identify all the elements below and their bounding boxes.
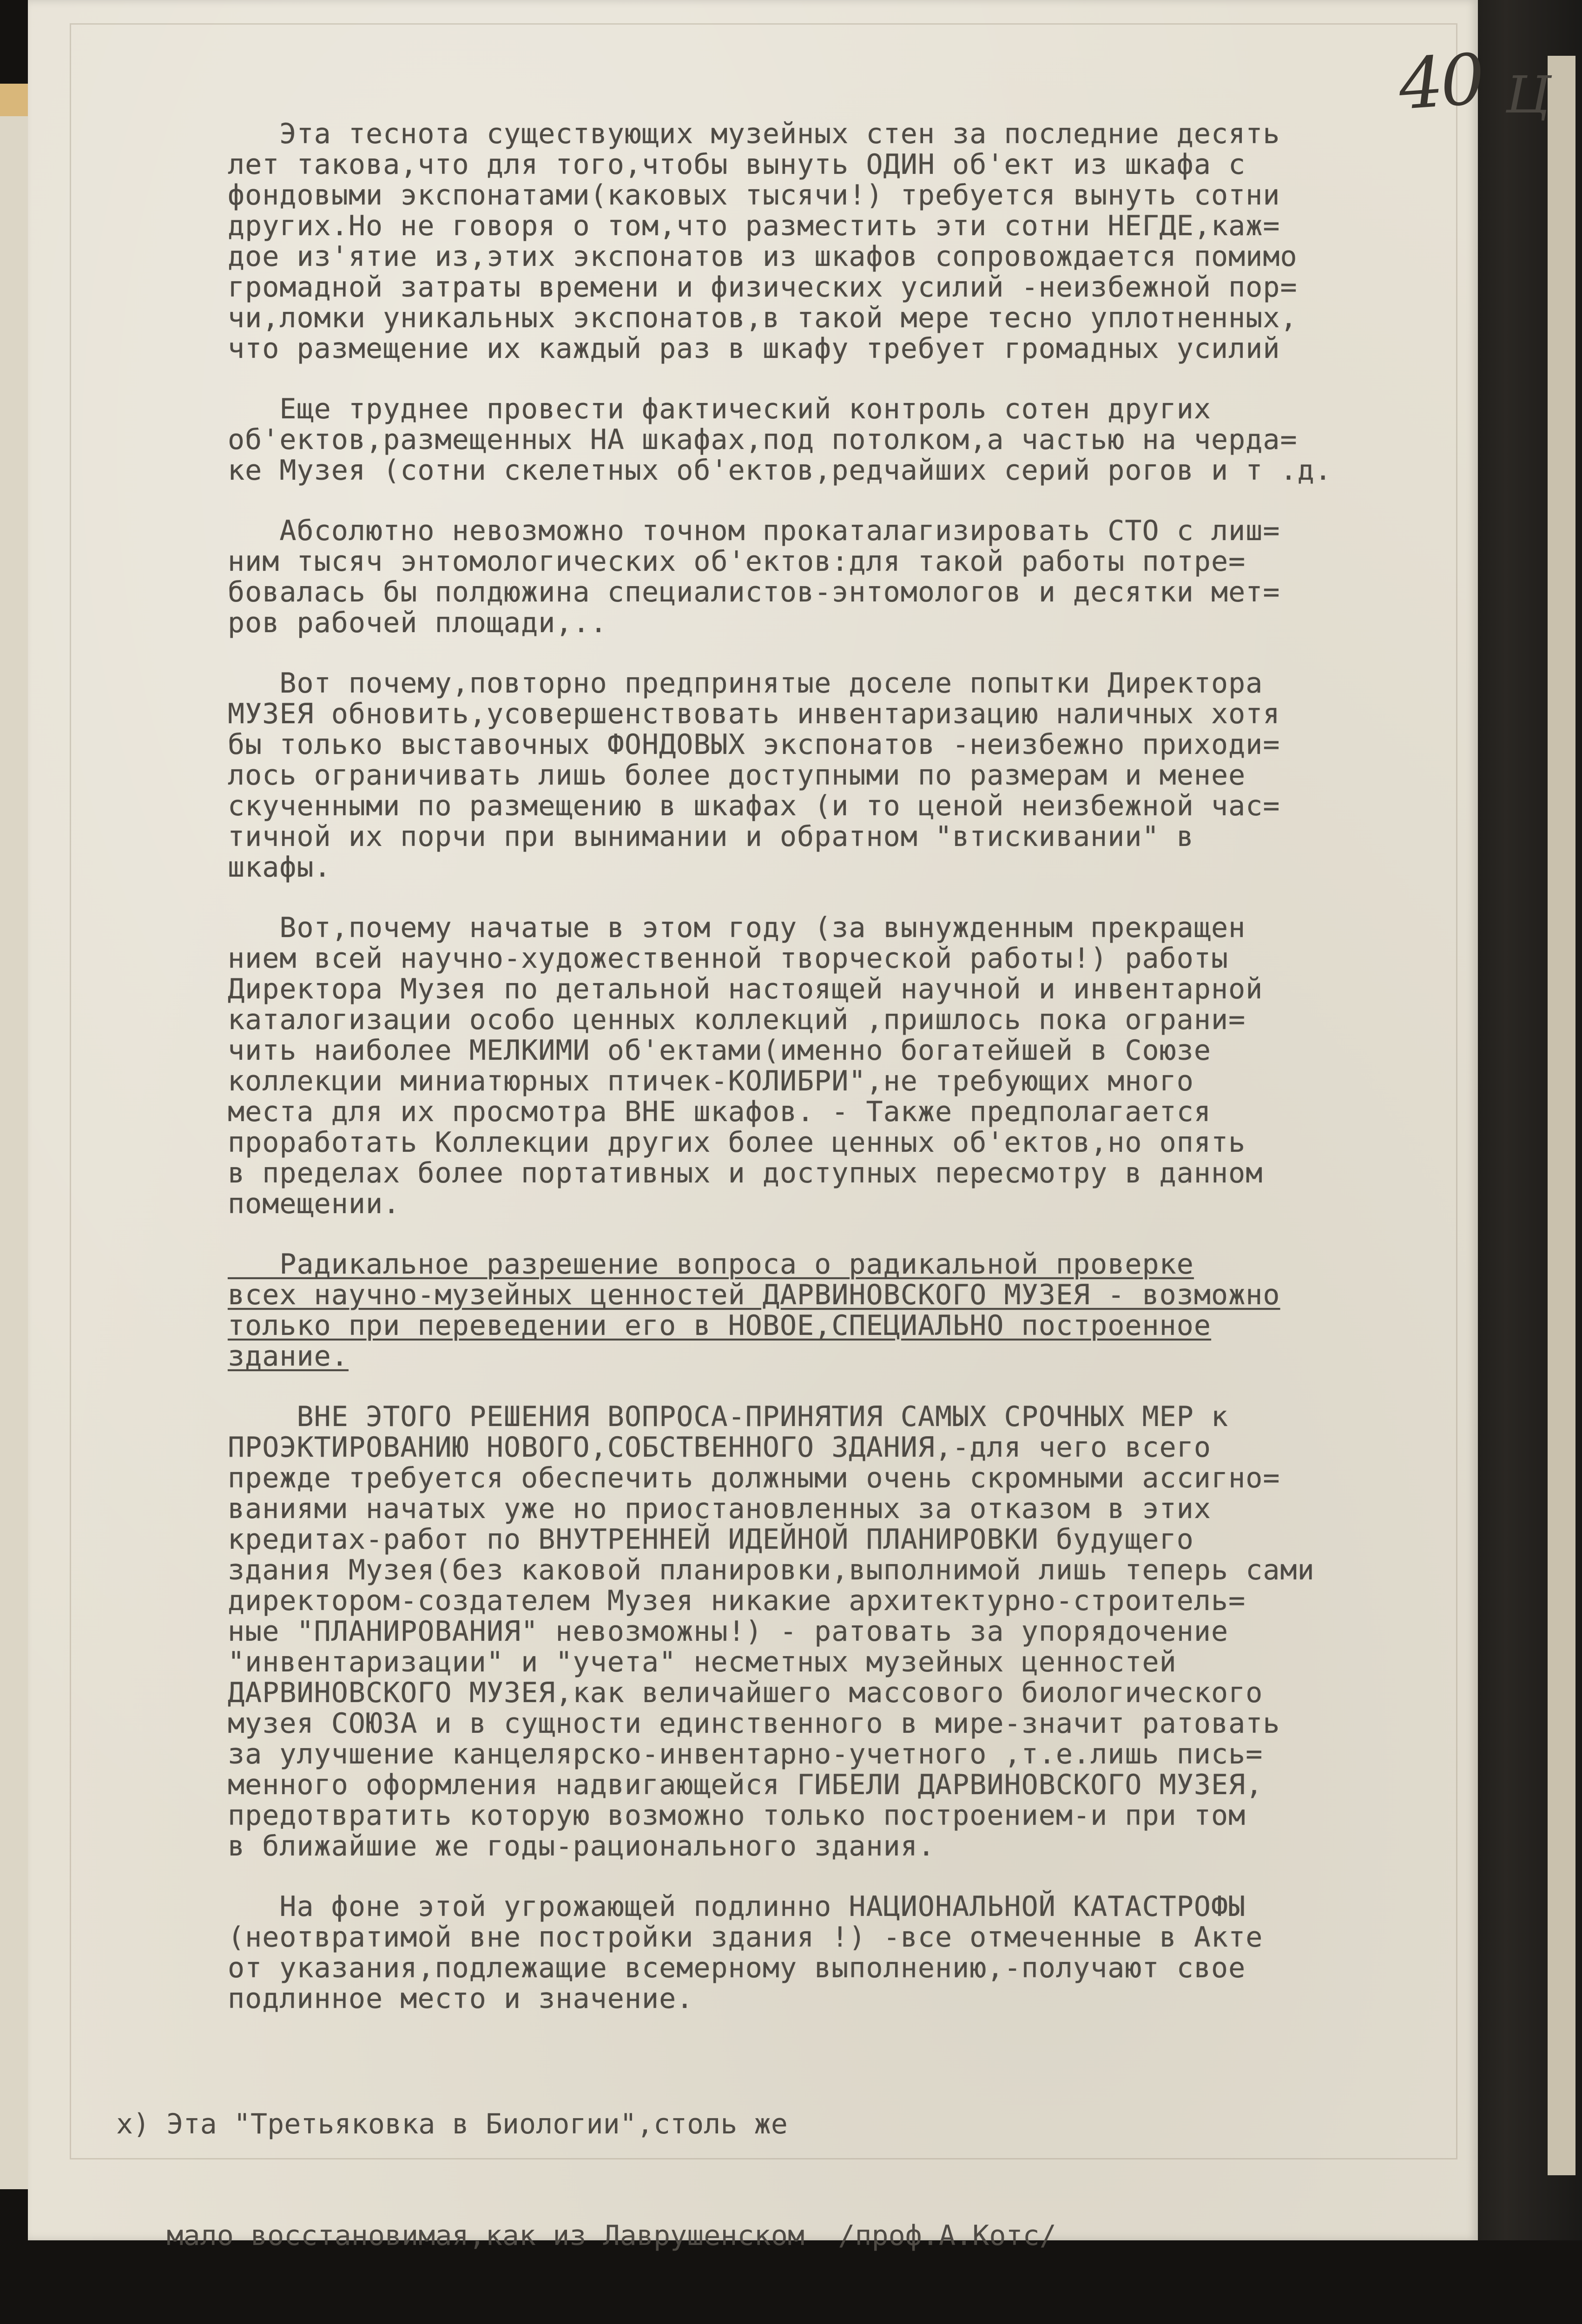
text-line: ним тысяч энтомологических об'ектов:для такой работы потре= [228, 545, 1246, 578]
text-line: каталогизации особо ценных коллекций ,пришлось пока ограни= [228, 1004, 1246, 1036]
text-line: Абсолютно невозможно точном прокаталагизировать СТО с лиш= [228, 515, 1280, 547]
text-line: Директора Музея по детальной настоящей научной и инвентарной [228, 973, 1263, 1005]
paragraph [228, 668, 1566, 883]
text-line: музея СОЮЗА и в сущности единственного в мире-значит ратовать [228, 1707, 1280, 1740]
text-line: в пределах более портативных и доступных пересмотру в данном [228, 1157, 1263, 1189]
text-line: кредитах-работ по ВНУТРЕННЕЙ ИДЕЙНОЙ ПЛАНИРОВКИ будущего [228, 1523, 1194, 1556]
paragraph [228, 515, 1566, 638]
text-line: шкафы. [228, 851, 331, 884]
text-line: за улучшение канцелярско-инвентарно-учетного ,т.е.лишь пись= [228, 1738, 1263, 1770]
text-line: чить наиболее МЕЛКИМИ об'ектами(именно богатейшей в Союзе [228, 1034, 1212, 1067]
text-line: ваниями начатых уже но приостановленных за отказом в этих [228, 1492, 1212, 1525]
text-line: ВНЕ ЭТОГО РЕШЕНИЯ ВОПРОСА-ПРИНЯТИЯ САМЫХ СРОЧНЫХ МЕР к [228, 1400, 1229, 1433]
text-line: Вот почему,повторно предпринятые доселе попытки Директора [228, 667, 1263, 700]
text-line: директором-создателем Музея никакие архитектурно-строитель= [228, 1585, 1246, 1617]
text-line: Еще труднее провести фактический контроль сотен других [228, 393, 1212, 425]
text-line: только при переведении его в НОВОЕ,СПЕЦИАЛЬНО построенное [228, 1309, 1212, 1342]
text-line: Эта теснота существующих музейных стен за последние десять [228, 118, 1280, 150]
text-line: громадной затраты времени и физических усилий -неизбежной пор= [228, 271, 1298, 304]
footnote-line: х) Эта "Третьяковка в Биологии",столь же [116, 2108, 788, 2140]
paragraph [228, 912, 1566, 1219]
text-line: бовалась бы полдюжина специалистов-энтомологов и десятки мет= [228, 576, 1280, 608]
text-line: нием всей научно-художественной творческой работы!) работы [228, 942, 1229, 975]
text-line: помещении. [228, 1188, 401, 1220]
text-line: проработать Коллекции других более ценных об'ектов,но опять [228, 1126, 1246, 1159]
paragraph [228, 1249, 1566, 1372]
text-line: ке Музея (сотни скелетных об'ектов,редчайших серий рогов и т .д. [228, 454, 1332, 487]
text-line: "инвентаризации" и "учета" несметных музейных ценностей [228, 1646, 1177, 1678]
paragraph [228, 394, 1566, 486]
text-line: скученными по размещению в шкафах (и то ценой неизбежной час= [228, 790, 1280, 822]
text-line: тичной их порчи при вынимании и обратном "втискивании" в [228, 820, 1194, 853]
text-line: ные "ПЛАНИРОВАНИЯ" невозможны!) - ратовать за упорядочение [228, 1615, 1229, 1648]
footnote [116, 2031, 1371, 2324]
paragraph [228, 1401, 1566, 1862]
text-line: МУЗЕЯ обновить,усовершенствовать инвентаризацию наличных хотя [228, 698, 1280, 730]
footnote-line-signature: мало восстановимая,как из Лаврушенском /проф.А.Котс/ [116, 2219, 1056, 2252]
text-line: других.Но не говоря о том,что разместить эти сотни НЕГДЕ,каж= [228, 210, 1280, 242]
text-line: всех научно-музейных ценностей ДАРВИНОВСКОГО МУЗЕЯ - возможно [228, 1279, 1280, 1311]
text-line: (неотвратимой вне постройки здания !) -все отмеченные в Акте [228, 1921, 1263, 1954]
paragraph [228, 1891, 1566, 2014]
text-line: здания Музея(без каковой планировки,выполнимой лишь теперь сами [228, 1554, 1315, 1586]
corner-mark: Ц [1506, 65, 1550, 125]
text-line: коллекции миниатюрных птичек-КОЛИБРИ",не требующих много [228, 1065, 1194, 1097]
text-line: подлинное место и значение. [228, 1982, 694, 2015]
text-line: бы только выставочных ФОНДОВЫХ экспонатов -неизбежно приходи= [228, 728, 1280, 761]
text-line: от указания,подлежащие всемерному выполнению,-получают свое [228, 1952, 1246, 1984]
text-line: На фоне этой угрожающей подлинно НАЦИОНАЛЬНОЙ КАТАСТРОФЫ [228, 1890, 1246, 1923]
text-line: прежде требуется обеспечить должными очень скромными ассигно= [228, 1462, 1280, 1494]
text-line: менного оформления надвигающейся ГИБЕЛИ ДАРВИНОВСКОГО МУЗЕЯ, [228, 1769, 1263, 1801]
text-line: дое из'ятие из,этих экспонатов из шкафов сопровождается помимо [228, 240, 1298, 273]
text-line: об'ектов,размещенных НА шкафах,под потолком,а частью на черда= [228, 423, 1298, 456]
text-line: чи,ломки уникальных экспонатов,в такой мере тесно уплотненных, [228, 302, 1298, 334]
handwritten-page-number: 40 [1396, 39, 1485, 126]
text-line: ДАРВИНОВСКОГО МУЗЕЯ,как величайшего массового биологического [228, 1677, 1263, 1709]
text-line: предотвратить которую возможно только построением-и при том [228, 1799, 1246, 1832]
text-line: ров рабочей площади,.. [228, 607, 607, 639]
paragraph [228, 119, 1566, 364]
text-line: фондовыми экспонатами(каковых тысячи!) требуется вынуть сотни [228, 179, 1280, 211]
text-line: ПРОЭКТИРОВАНИЮ НОВОГО,СОБСТВЕННОГО ЗДАНИЯ,-для чего всего [228, 1431, 1212, 1464]
text-line: Вот,почему начатые в этом году (за вынужденным прекращен [228, 911, 1246, 944]
text-line: здание. [228, 1340, 349, 1373]
text-line: лет такова,что для того,чтобы вынуть ОДИН об'ект из шкафа с [228, 148, 1246, 181]
underlying-sheet-left-edge [0, 107, 28, 2189]
text-line: Радикальное разрешение вопроса о радикальной проверке [228, 1248, 1194, 1281]
text-line: места для их просмотра ВНЕ шкафов. - Также предполагается [228, 1096, 1212, 1128]
text-line: что размещение их каждый раз в шкафу требует громадных усилий [228, 332, 1280, 365]
typewritten-body [228, 119, 1566, 2014]
text-line: в ближайшие же годы-рационального здания. [228, 1830, 936, 1862]
text-line: лось ограничивать лишь более доступными по размерам и менее [228, 759, 1246, 792]
